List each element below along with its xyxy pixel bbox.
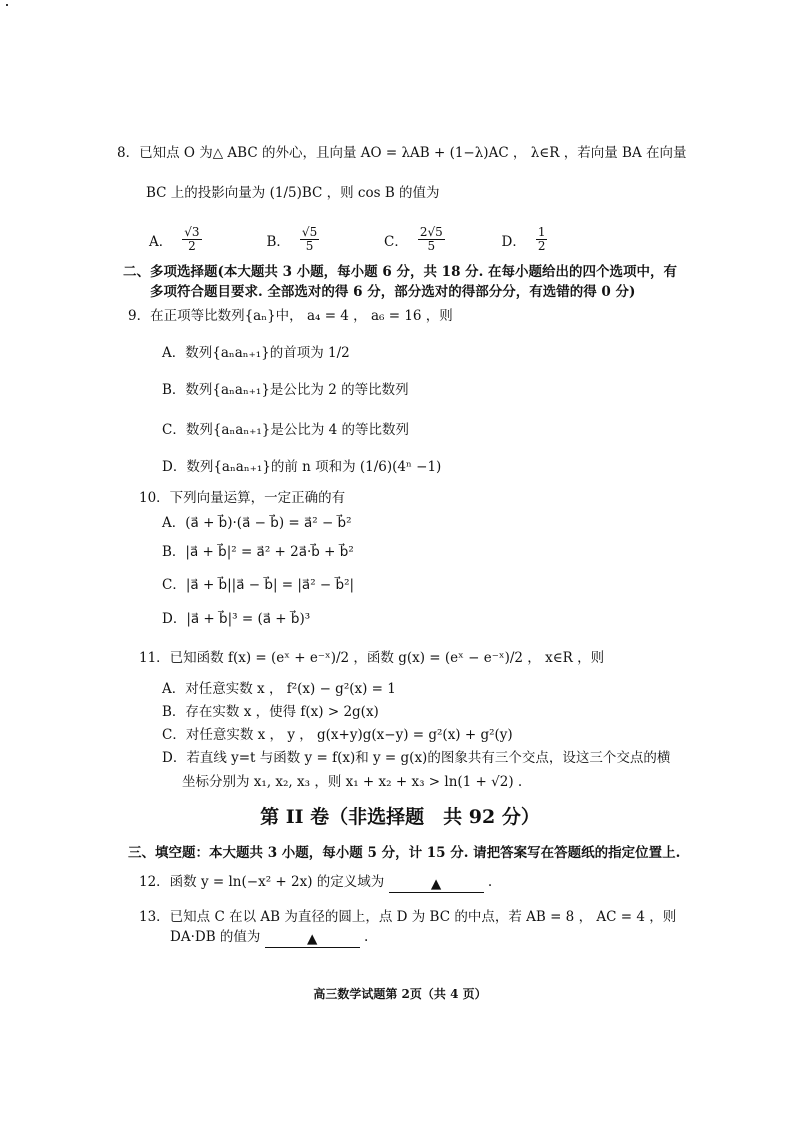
q12-answer-blank [389, 878, 484, 893]
denominator: 5 [305, 239, 314, 254]
q9-stem: 9．在正项等比数列{aₙ}中， a₄ = 4 ， a₆ = 16 ，则 [128, 308, 453, 324]
section2-heading-line2: 多项符合题目要求. 全部选对的得 6 分，部分选对的得部分分，有选错的得 0 分) [150, 284, 636, 300]
q8-option-b [267, 226, 385, 253]
fraction [182, 226, 201, 253]
q12-period: . [487, 874, 493, 890]
option-letter: D． [501, 233, 526, 250]
q11-option-d-line2: 坐标分别为 x₁, x₂, x₃ ，则 x₁ + x₂ + x₃ > ln(1 + √2) . [182, 774, 523, 790]
q9-option-c: C．数列{aₙaₙ₊₁}是公比为 4 的等比数列 [162, 422, 409, 438]
q10-stem: 10．下列向量运算，一定正确的有 [139, 490, 346, 506]
fraction [300, 226, 319, 253]
q10-option-b: B．|a⃗ + b⃗|² = a⃗² + 2a⃗·b⃗ + b⃗² [162, 544, 354, 560]
q10-option-c: C．|a⃗ + b⃗||a⃗ − b⃗| = |a⃗² − b⃗²| [162, 577, 355, 593]
q11-option-d-line1: D．若直线 y=t 与函数 y = f(x)和 y = g(x)的图象共有三个交点，设这三个交点的横 [162, 750, 671, 766]
q8-stem-line2: BC 上的投影向量为 (1/5)BC ，则 cos B 的值为 [146, 185, 440, 201]
scan-speck [6, 4, 8, 6]
q13-period: . [364, 929, 369, 945]
numerator: 1 [537, 225, 546, 239]
q12 [139, 876, 492, 891]
q11-option-b: B．存在实数 x ，使得 f(x) > 2g(x) [162, 704, 379, 720]
section3-heading: 三、填空题：本大题共 3 小题，每小题 5 分，计 15 分. 请把答案写在答题纸的指定位置上. [128, 845, 681, 861]
q11-stem: 11．已知函数 f(x) = (eˣ + e⁻ˣ)/2 ，函数 g(x) = (eˣ − e⁻ˣ)/2 ， x∈R ，则 [139, 650, 605, 666]
q11-option-c: C．对任意实数 x ， y ， g(x+y)g(x−y) = g²(x) + g²(y) [162, 727, 513, 743]
numerator: √3 [184, 225, 200, 239]
numerator: √5 [301, 225, 318, 239]
q10-option-d: D．|a⃗ + b⃗|³ = (a⃗ + b⃗)³ [162, 611, 311, 627]
q9-option-b: B．数列{aₙaₙ₊₁}是公比为 2 的等比数列 [162, 382, 409, 398]
part2-title: 第 II 卷（非选择题 共 92 分） [260, 806, 540, 828]
blank-mark-icon: ▲ [430, 876, 442, 892]
denominator: 2 [537, 239, 546, 254]
option-letter: B． [266, 233, 290, 250]
q9-option-d: D．数列{aₙaₙ₊₁}的前 n 项和为 (1/6)(4ⁿ −1) [162, 459, 442, 475]
q13-text: DA·DB 的值为 [170, 929, 261, 945]
option-letter: A． [149, 233, 173, 250]
option-letter: C． [384, 233, 408, 250]
q8-option-d [502, 226, 620, 253]
q8-option-a [149, 226, 267, 253]
denominator: 2 [188, 239, 196, 254]
q13-stem-line1: 13．已知点 C 在以 AB 为直径的圆上，点 D 为 BC 的中点，若 AB = 8 ， AC = 4 ，则 [139, 909, 677, 925]
q8-stem-line1: 8．已知点 O 为△ ABC 的外心，且向量 AO = λAB + (1−λ)AC ， λ∈R ，若向量 BA 在向量 [117, 145, 687, 161]
denominator: 5 [427, 239, 436, 254]
q13-answer-blank [265, 933, 360, 948]
q8-options [149, 226, 619, 253]
q13-stem-line2 [170, 931, 368, 946]
q9-option-a: A．数列{aₙaₙ₊₁}的首项为 1/2 [162, 345, 350, 361]
q10-option-a: A．(a⃗ + b⃗)·(a⃗ − b⃗) = a⃗² − b⃗² [162, 515, 352, 531]
numerator: 2√5 [419, 225, 443, 239]
blank-mark-icon: ▲ [307, 931, 318, 947]
q11-option-a: A．对任意实数 x ， f²(x) − g²(x) = 1 [162, 681, 396, 697]
q8-option-c [384, 226, 502, 253]
page-footer: 高三数学试题第 2页（共 4 页） [313, 987, 487, 1001]
fraction [418, 226, 445, 253]
section2-heading-line1: 二、多项选择题(本大题共 3 小题，每小题 6 分，共 18 分. 在每小题给出的四个选项中，有 [123, 264, 678, 280]
q12-text: 12．函数 y = ln(−x² + 2x) 的定义域为 [139, 874, 385, 890]
fraction [536, 226, 548, 253]
